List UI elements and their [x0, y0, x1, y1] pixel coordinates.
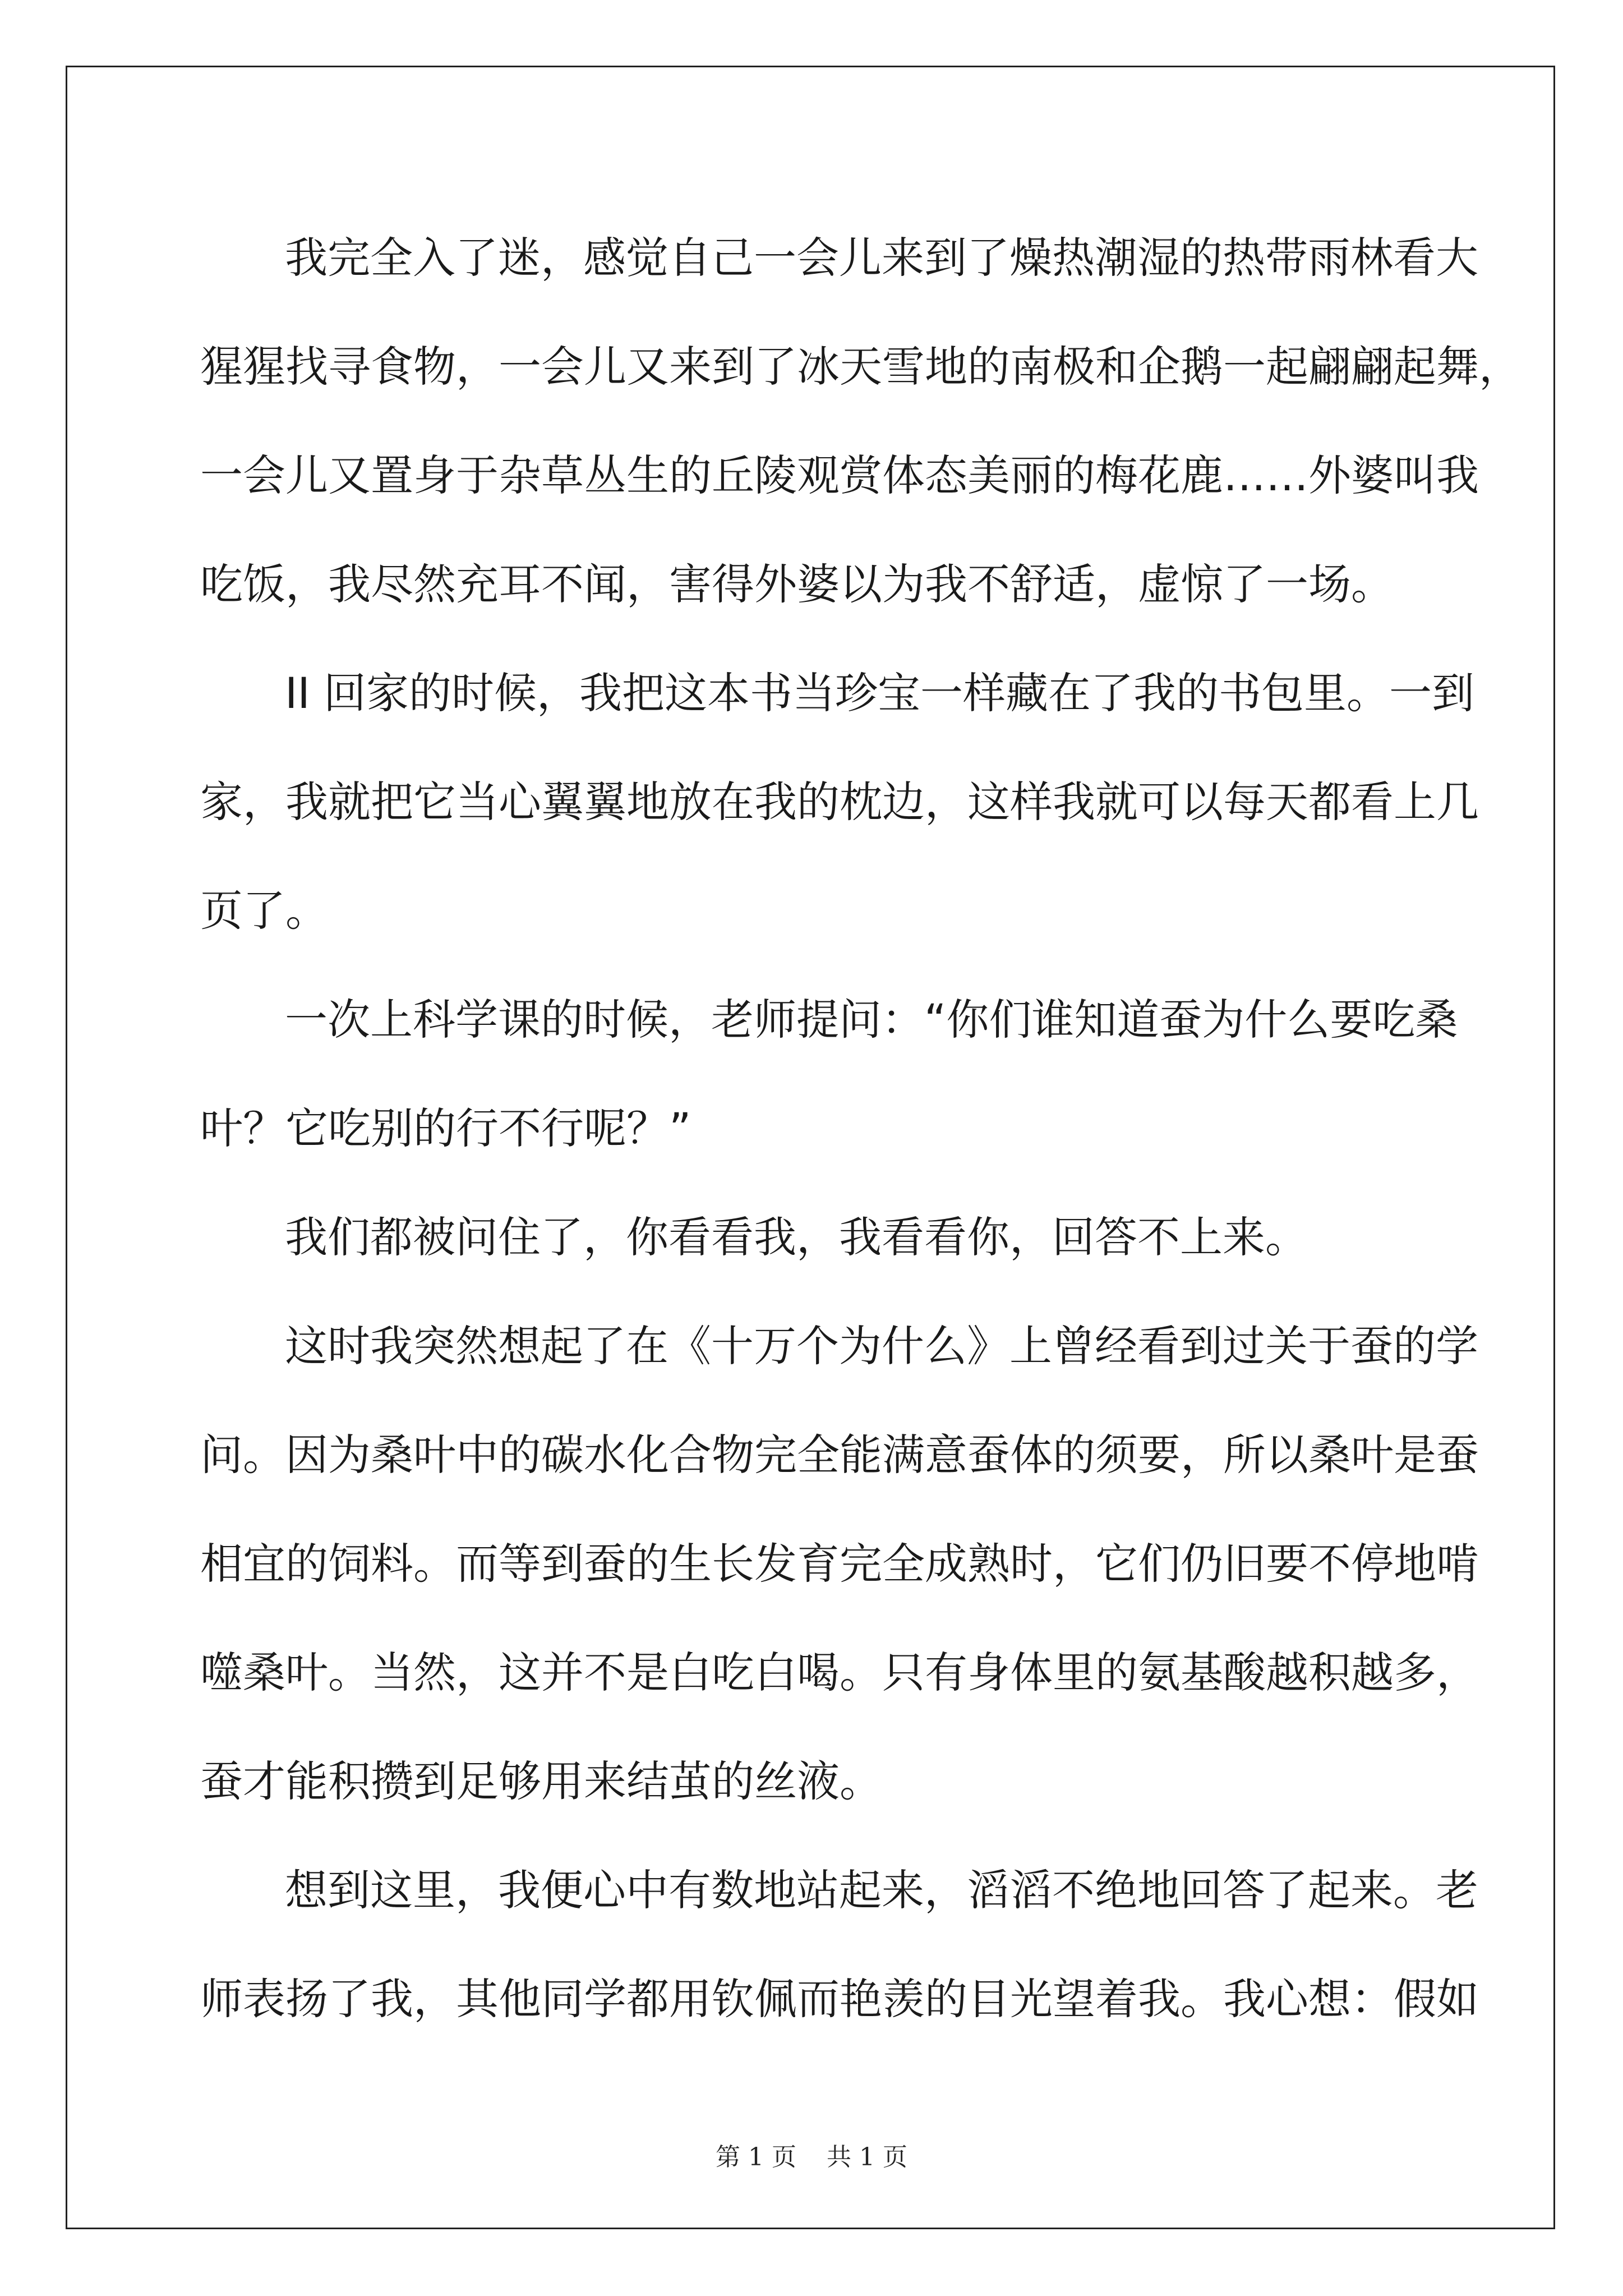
document-body: [200, 222, 1521, 2036]
text-line: 想到这里，我便心中有数地站起来，滔滔不绝地回答了起来。老: [285, 1865, 1478, 1915]
text-line: 相宜的饲料。而等到蚕的生长发育完全成熟时，它们仍旧要不停地啃: [200, 1539, 1479, 1589]
text-line: 师表扬了我，其他同学都用钦佩而艳羡的目光望着我。我心想：假如: [200, 1974, 1479, 2024]
text-line: 我们都被问住了，你看看我，我看看你，回答不上来。: [285, 1212, 1308, 1262]
text-line: 噬桑叶。当然，这并不是白吃白喝。只有身体里的氨基酸越积越多，: [200, 1648, 1479, 1697]
text-line: 我完全入了迷，感觉自己一会儿来到了燥热潮湿的热带雨林看大: [285, 233, 1478, 283]
page-total: 共 1 页: [827, 2143, 907, 2171]
text-line: 吃饭，我尽然充耳不闻，害得外婆以为我不舒适，虚惊了一场。: [200, 559, 1394, 609]
text-line: 页了。: [200, 886, 328, 936]
page-footer: [0, 2141, 1623, 2174]
text-line: 一会儿又置身于杂草丛生的丘陵观赏体态美丽的梅花鹿……外婆叫我: [200, 450, 1479, 500]
text-line: 这时我突然想起了在《十万个为什么》上曾经看到过关于蚕的学: [285, 1321, 1478, 1371]
page-number: 第 1 页: [716, 2143, 796, 2171]
text-line: 叶？它吃别的行不行呢？”: [200, 1103, 691, 1153]
text-line: II 回家的时候，我把这本书当珍宝一样藏在了我的书包里。一到: [285, 668, 1474, 718]
text-line: 蚕才能积攒到足够用来结茧的丝液。: [200, 1756, 882, 1806]
text-line: 猩猩找寻食物，一会儿又来到了冰天雪地的南极和企鹅一起翩翩起舞，: [200, 342, 1521, 392]
text-line: 家，我就把它当心翼翼地放在我的枕边，这样我就可以每天都看上几: [200, 777, 1479, 827]
text-line: 问。因为桑叶中的碳水化合物完全能满意蚕体的须要，所以桑叶是蚕: [200, 1430, 1479, 1480]
text-line: 一次上科学课的时候，老师提问：“你们谁知道蚕为什么要吃桑: [285, 995, 1458, 1045]
